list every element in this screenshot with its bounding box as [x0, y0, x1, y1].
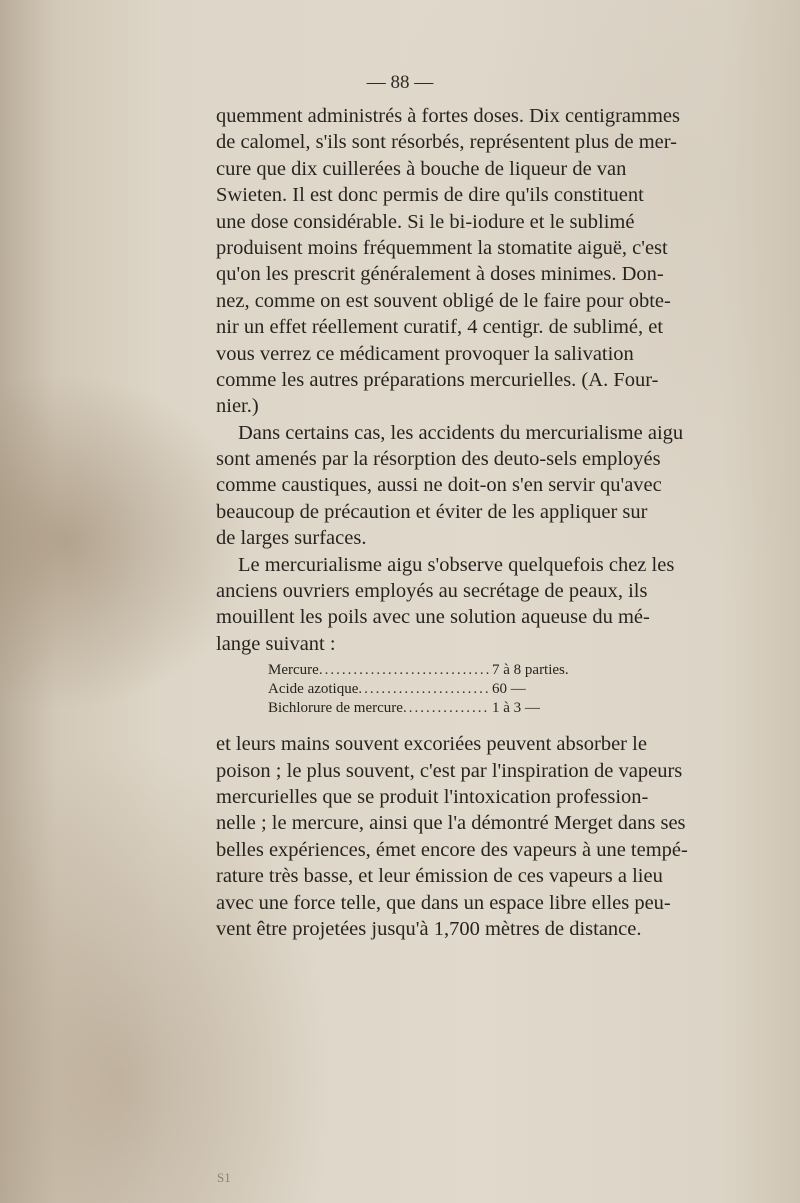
- text-line: nez, comme on est souvent obligé de le faire pour obte-: [216, 289, 671, 312]
- paragraphs-before-recipe: [216, 103, 684, 657]
- text-line: comme les autres préparations mercurielles. (A. Four-: [216, 368, 659, 391]
- text-line: mouillent les poils avec une solution aqueuse du mé-: [216, 606, 650, 629]
- page-number: — 88 —: [366, 72, 434, 93]
- recipe-table: [216, 662, 592, 719]
- text-line: comme caustiques, aussi ne doit-on s'en servir qu'avec: [216, 474, 662, 497]
- recipe-ingredient: Acide azotique: [268, 681, 359, 698]
- recipe-amount: 60 —: [492, 681, 526, 698]
- text-line: lange suivant :: [216, 632, 336, 655]
- text-line: qu'on les prescrit généralement à doses minimes. Don-: [216, 263, 664, 286]
- paragraphs-after-recipe: [216, 731, 688, 942]
- text-line: mercurielles que se produit l'intoxication profession-: [216, 785, 649, 808]
- text-line: Swieten. Il est donc permis de dire qu'ils constituent: [216, 184, 644, 207]
- text-line: nir un effet réellement curatif, 4 centigr. de sublimé, et: [216, 316, 664, 339]
- text-line: quemment administrés à fortes doses. Dix centigrammes: [216, 105, 680, 127]
- signature-mark: S1: [217, 1170, 231, 1185]
- text-line: de larges surfaces.: [216, 527, 367, 550]
- leader-dots: [319, 662, 490, 679]
- recipe-row: [216, 700, 592, 719]
- text-line: une dose considérable. Si le bi-iodure et le sublimé: [216, 210, 635, 233]
- text-line: sont amenés par la résorption des deuto-sels employés: [216, 448, 661, 471]
- text-line: Dans certains cas, les accidents du mercurialisme aigu: [238, 421, 684, 444]
- leader-dots: [358, 681, 490, 698]
- text-line: Le mercurialisme aigu s'observe quelquefois chez les: [238, 553, 675, 576]
- recipe-ingredient: Mercure: [268, 662, 319, 679]
- text-line: belles expériences, émet encore des vapeurs à une tempé-: [216, 838, 688, 861]
- recipe-amount: 1 à 3 —: [492, 700, 540, 717]
- text-line: anciens ouvriers employés au secrétage de peaux, ils: [216, 580, 648, 603]
- text-line: cure que dix cuillerées à bouche de liqueur de van: [216, 157, 627, 180]
- recipe-row: [216, 681, 592, 700]
- recipe-amount: 7 à 8 parties.: [492, 662, 569, 679]
- recipe-row: [216, 662, 592, 681]
- text-line: vous verrez ce médicament provoquer la salivation: [216, 342, 634, 365]
- body-text: [216, 103, 688, 942]
- text-line: de calomel, s'ils sont résorbés, représentent plus de mer-: [216, 131, 677, 154]
- text-line: nier.): [216, 395, 259, 418]
- leader-dots: [403, 700, 490, 717]
- text-line: beaucoup de précaution et éviter de les appliquer sur: [216, 500, 648, 523]
- text-line: vent être projetées jusqu'à 1,700 mètres de distance.: [216, 917, 642, 940]
- text-line: poison ; le plus souvent, c'est par l'inspiration de vapeurs: [216, 759, 683, 782]
- text-line: produisent moins fréquemment la stomatite aiguë, c'est: [216, 236, 668, 259]
- text-line: et leurs mains souvent excoriées peuvent absorber le: [216, 733, 647, 756]
- text-line: avec une force telle, que dans un espace libre elles peu-: [216, 891, 671, 914]
- recipe-ingredient: Bichlorure de mercure: [268, 700, 403, 717]
- text-line: nelle ; le mercure, ainsi que l'a démontré Merget dans ses: [216, 812, 686, 835]
- text-line: rature très basse, et leur émission de ces vapeurs a lieu: [216, 865, 663, 888]
